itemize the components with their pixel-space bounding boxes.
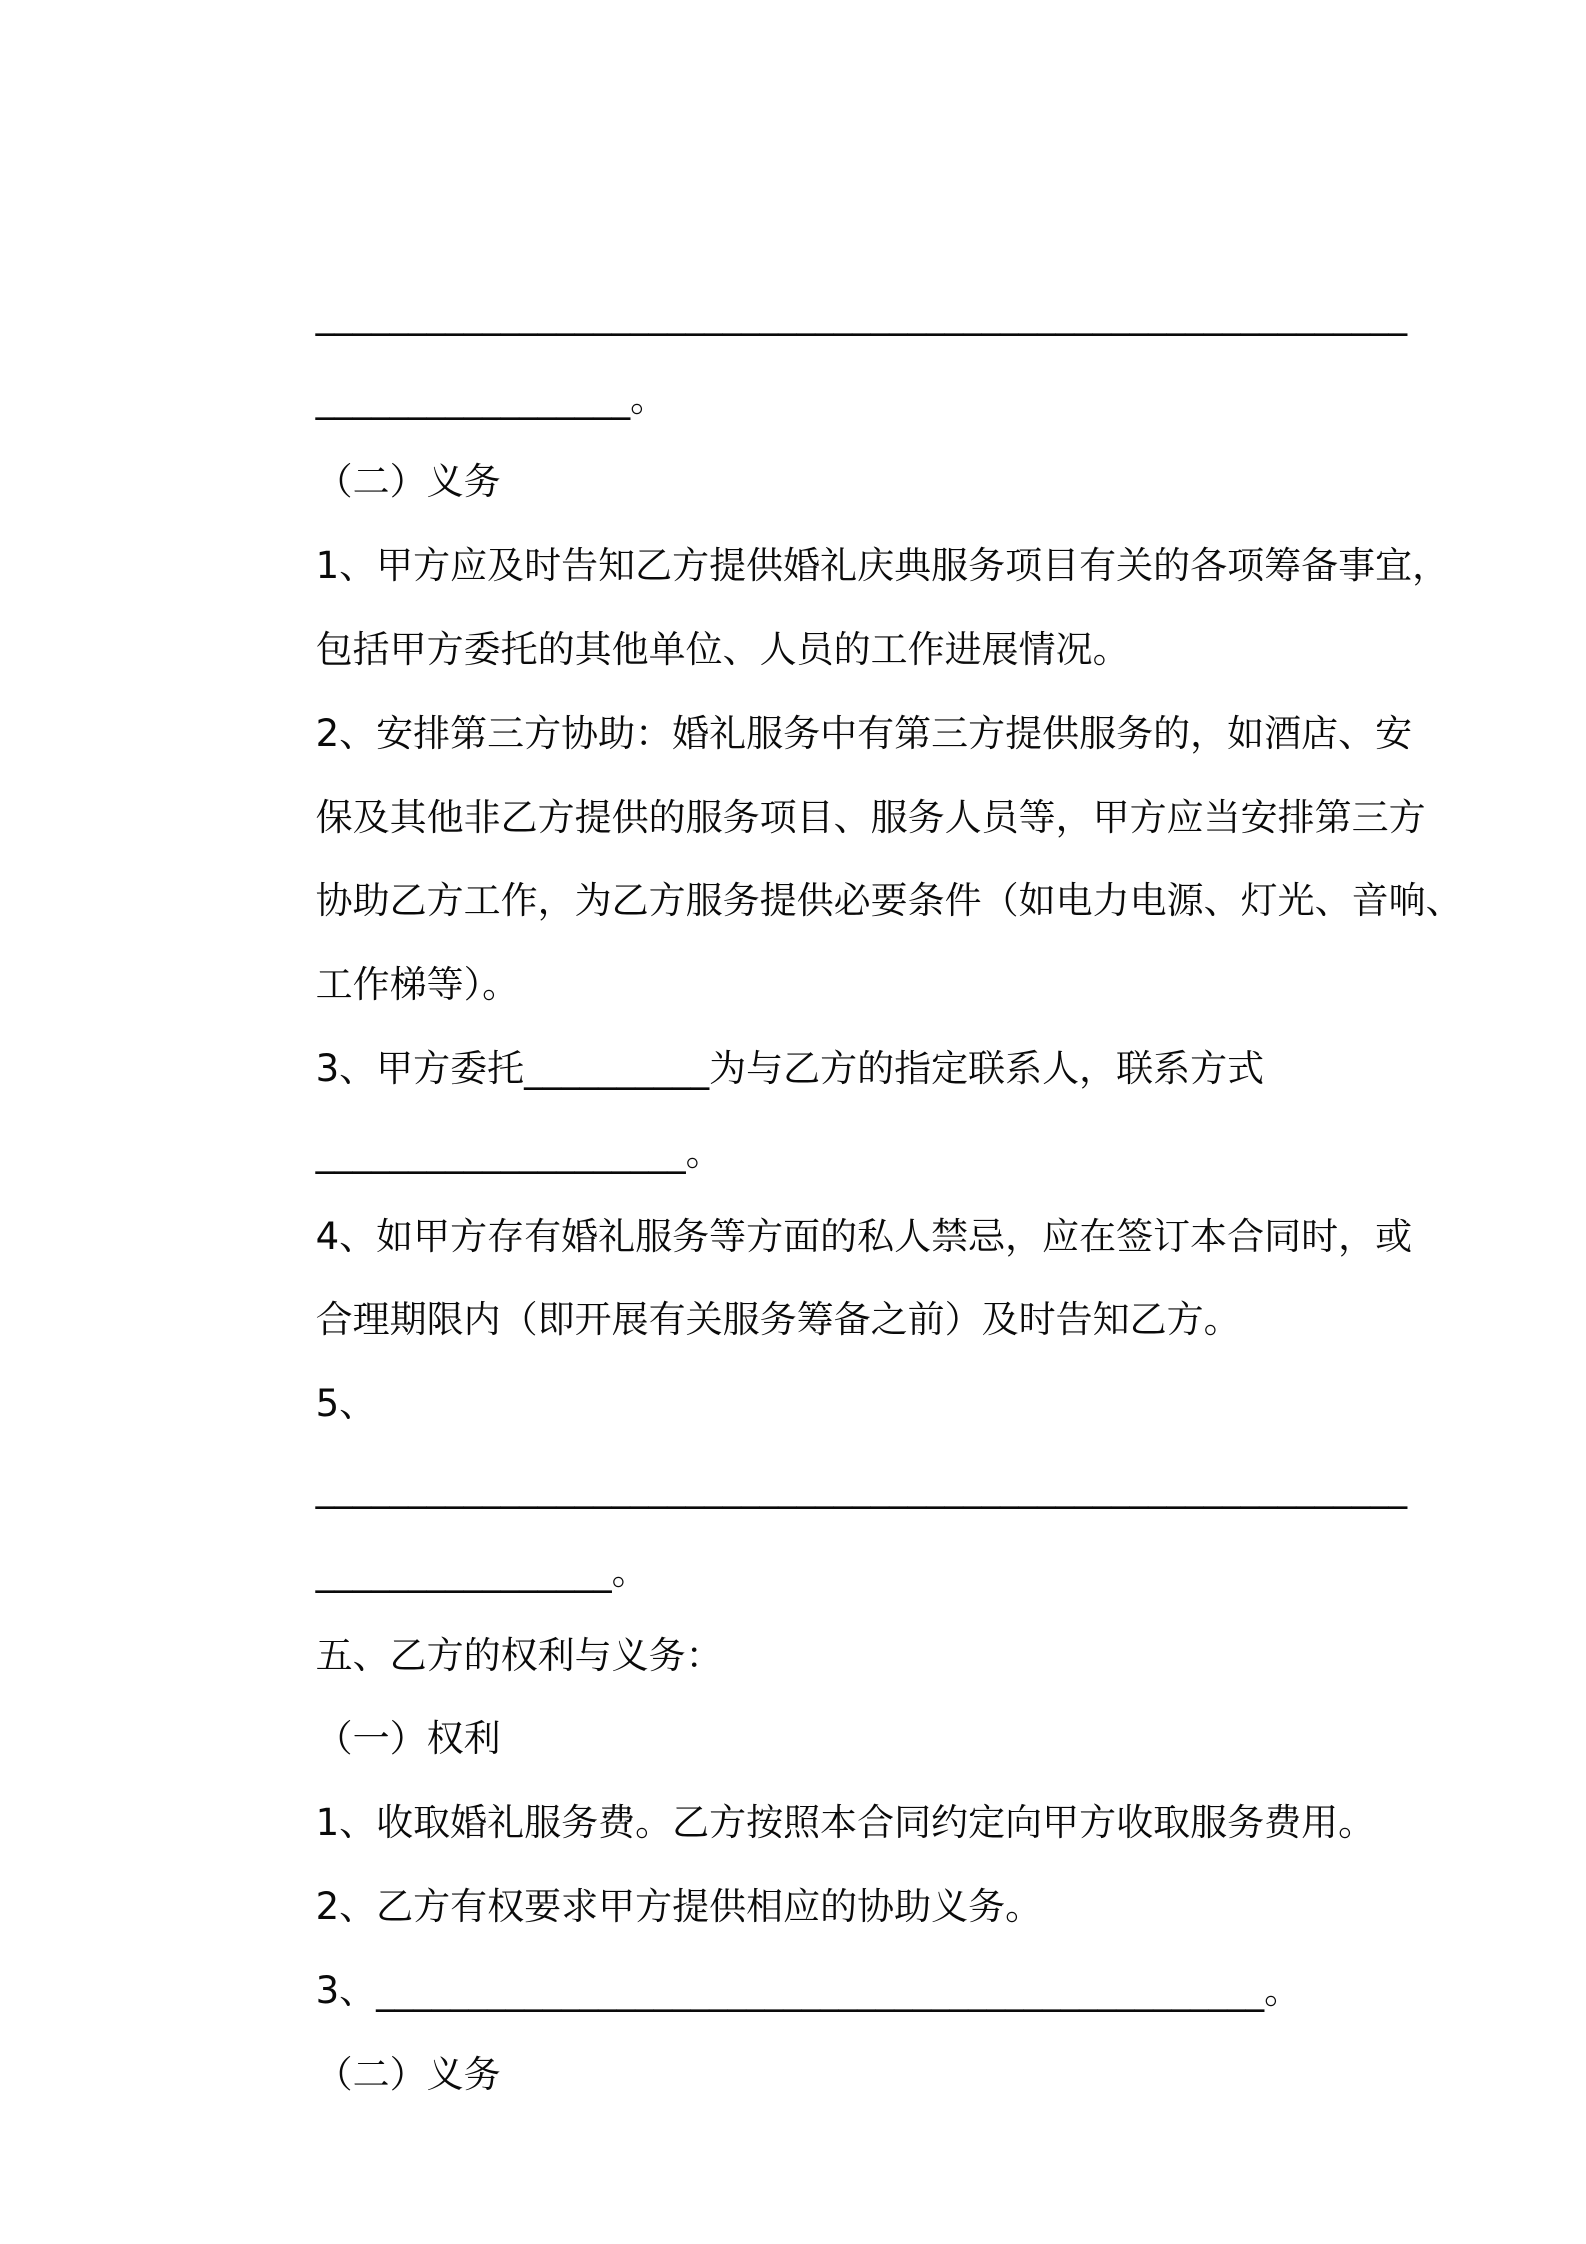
clause-text: 包括甲方委托的其他单位、人员的工作进展情况。 bbox=[315, 627, 1130, 671]
clause-text: 2、乙方有权要求甲方提供相应的协助义务。 bbox=[315, 1884, 1043, 1928]
subsection-heading-text: （二）义务 bbox=[315, 460, 501, 504]
clause-text: 合理期限内（即开展有关服务筹备之前）及时告知乙方。 bbox=[315, 1298, 1241, 1342]
clause-text: 协助乙方工作，为乙方服务提供必要条件（如电力电源、灯光、音响、 bbox=[315, 879, 1463, 923]
contact-method-blank: ____________________ bbox=[315, 1130, 686, 1174]
blank-line: _________________ bbox=[315, 376, 631, 420]
clause-text: 3、甲方委托 bbox=[315, 1046, 525, 1090]
blank-line: ________________________________________________ bbox=[376, 1968, 1265, 2012]
end-mark: 。 bbox=[611, 1549, 649, 1593]
blank-line: ___________________________________________________________ bbox=[315, 292, 1408, 336]
subsection-heading-text: （一）权利 bbox=[315, 1717, 501, 1761]
clause-number: 5、 bbox=[315, 1382, 377, 1426]
blank-line: ___________________________________________________________ bbox=[315, 1465, 1408, 1509]
clause-text: 1、甲方应及时告知乙方提供婚礼庆典服务项目有关的各项筹备事宜， bbox=[315, 544, 1450, 588]
section-title-text: 五、乙方的权利与义务： bbox=[315, 1633, 723, 1677]
fill-in-line bbox=[245, 189, 1445, 336]
clause-text: 为与乙方的指定联系人，联系方式 bbox=[709, 1046, 1265, 1090]
fill-in-line bbox=[245, 1362, 1445, 1509]
clause-text: 工作梯等）。 bbox=[315, 963, 520, 1007]
end-mark: 。 bbox=[630, 376, 668, 420]
clause-text: 4、如甲方存有婚礼服务等方面的私人禁忌，应在签订本合同时，或 bbox=[315, 1214, 1413, 1258]
clause-text: 保及其他非乙方提供的服务项目、服务人员等，甲方应当安排第三方 bbox=[315, 795, 1426, 839]
end-mark: 。 bbox=[685, 1130, 723, 1174]
clause-text: 1、收取婚礼服务费。乙方按照本合同约定向甲方收取服务费用。 bbox=[315, 1801, 1376, 1845]
blank-line: ________________ bbox=[315, 1549, 612, 1593]
subsection-heading-text: （二）义务 bbox=[315, 2052, 501, 2096]
end-mark: 。 bbox=[1264, 1968, 1302, 2012]
contact-person-blank: __________ bbox=[524, 1046, 710, 1090]
document-body bbox=[245, 189, 1463, 2096]
clause-number: 3、 bbox=[315, 1968, 377, 2012]
clause-text: 2、安排第三方协助：婚礼服务中有第三方提供服务的，如酒店、安 bbox=[315, 711, 1413, 755]
